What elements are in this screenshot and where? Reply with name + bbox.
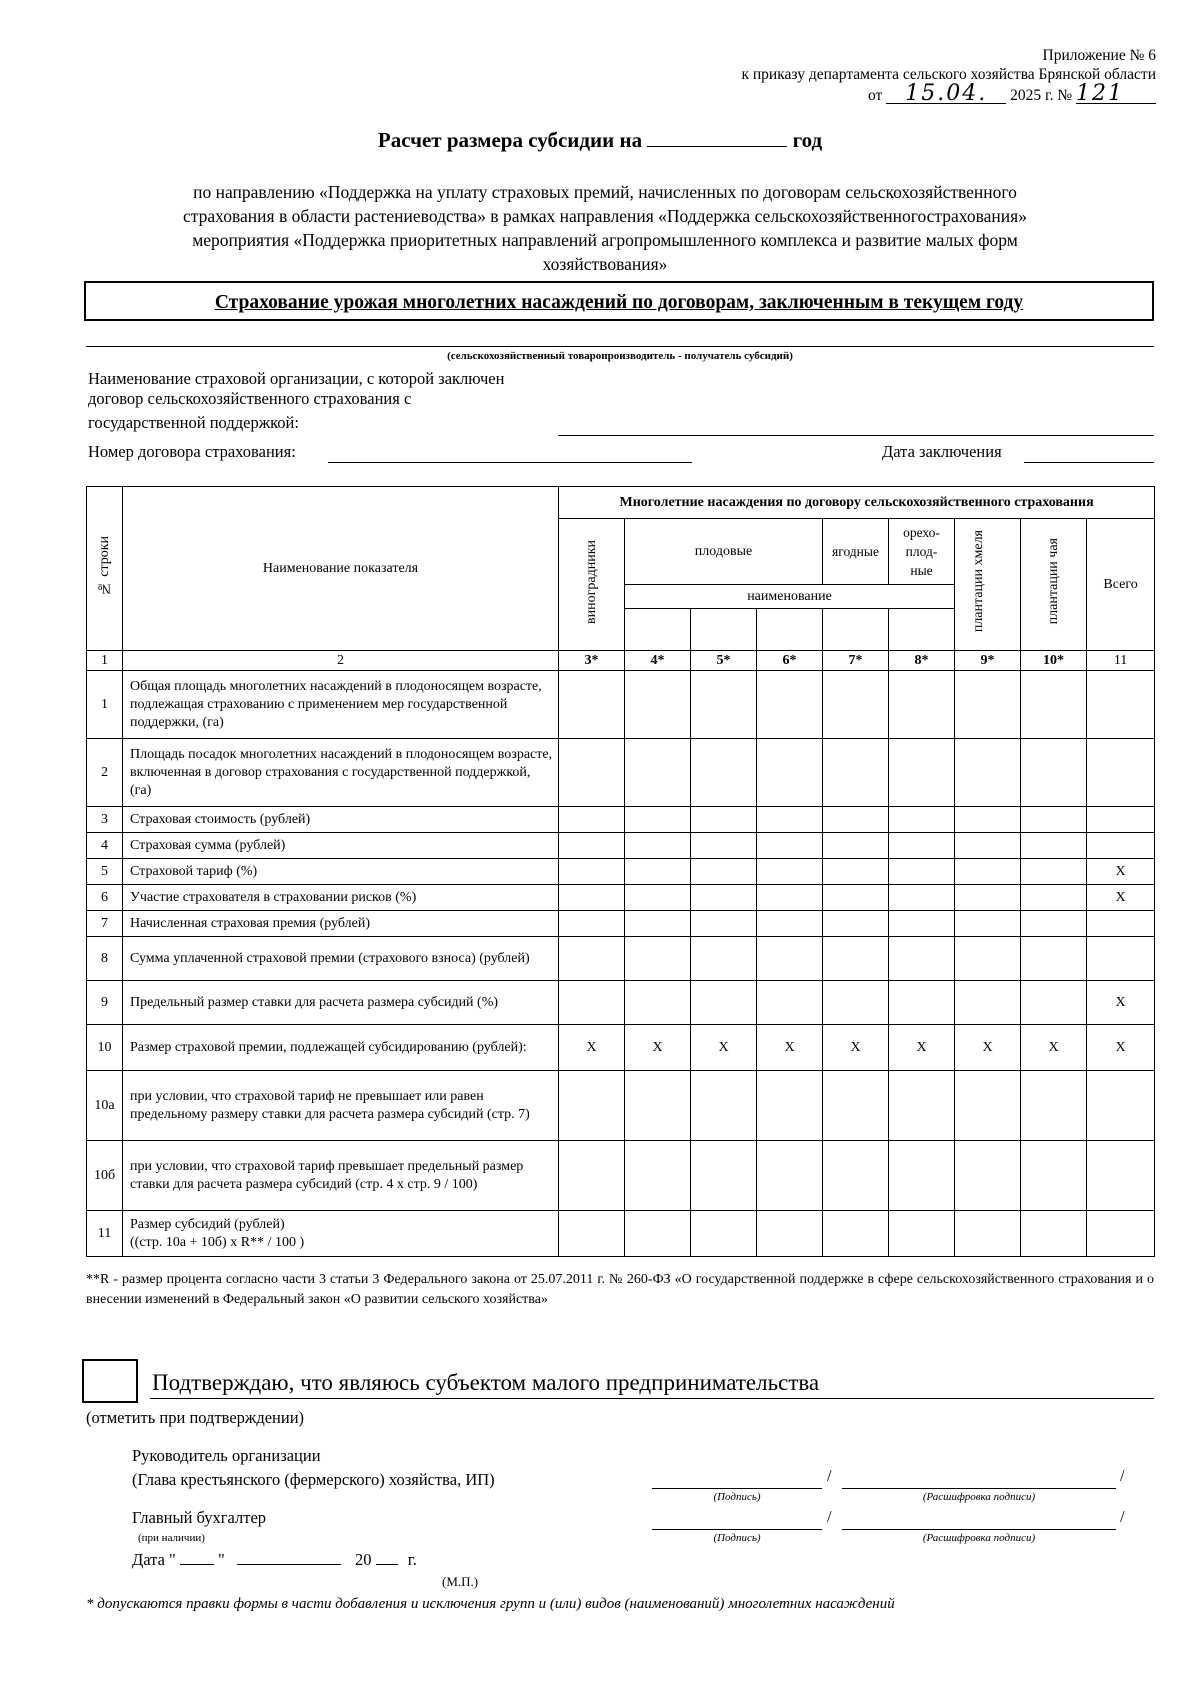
naming-cell[interactable] <box>823 609 889 651</box>
value-cell[interactable] <box>889 859 955 885</box>
appendix-from-label: от <box>868 87 883 104</box>
row-name: Предельный размер ставки для расчета размера субсидий (%) <box>123 981 559 1025</box>
row-name-line: Размер субсидий (рублей) <box>130 1216 285 1232</box>
value-cell[interactable] <box>625 807 691 833</box>
head-decoding-line[interactable] <box>842 1488 1116 1489</box>
table-row <box>87 911 1155 937</box>
producer-line[interactable] <box>86 346 1154 347</box>
value-cell: X <box>889 1025 955 1071</box>
year-suffix: г. <box>407 1550 417 1569</box>
appendix-order-line <box>741 81 1156 106</box>
value-cell[interactable] <box>691 671 757 739</box>
table-row <box>87 981 1155 1025</box>
value-cell[interactable] <box>559 885 625 911</box>
decoding-caption: (Расшифровка подписи) <box>922 1491 1036 1503</box>
value-cell[interactable] <box>625 833 691 859</box>
contract-number-label: Номер договора страхования: <box>88 442 296 461</box>
appendix-year-label: 2025 г. № <box>1010 87 1073 104</box>
value-cell[interactable] <box>757 859 823 885</box>
value-cell[interactable] <box>691 885 757 911</box>
naming-cell[interactable] <box>691 609 757 651</box>
value-cell[interactable] <box>691 1211 757 1257</box>
value-cell[interactable] <box>955 1211 1021 1257</box>
value-cell: X <box>1021 1025 1087 1071</box>
row-number: 11 <box>87 1211 123 1257</box>
section-header <box>84 281 1154 321</box>
value-cell[interactable] <box>757 739 823 807</box>
naming-cell[interactable] <box>889 609 955 651</box>
col-number: 8* <box>889 651 955 671</box>
value-cell[interactable] <box>691 937 757 981</box>
confirm-text: Подтверждаю, что являюсь субъектом малого предпринимательства <box>152 1370 820 1395</box>
value-cell[interactable] <box>955 885 1021 911</box>
insurer-label <box>88 369 504 433</box>
naming-cell[interactable] <box>625 609 691 651</box>
value-cell[interactable] <box>625 911 691 937</box>
naming-header: наименование <box>625 585 955 609</box>
value-cell[interactable] <box>757 981 823 1025</box>
subtitle <box>110 180 1100 276</box>
insurer-input-line[interactable] <box>558 435 1154 436</box>
value-cell[interactable] <box>1087 1141 1155 1211</box>
value-cell[interactable] <box>889 671 955 739</box>
subsidy-table <box>86 486 1155 1257</box>
value-cell[interactable] <box>625 1141 691 1211</box>
naming-cell[interactable] <box>757 609 823 651</box>
value-cell[interactable] <box>823 937 889 981</box>
col-number: 5* <box>691 651 757 671</box>
value-cell: X <box>1087 885 1155 911</box>
col-number: 4* <box>625 651 691 671</box>
value-cell[interactable] <box>1021 937 1087 981</box>
insurer-line1: Наименование страховой организации, с которой заключен <box>88 369 505 388</box>
value-cell[interactable] <box>757 807 823 833</box>
value-cell[interactable] <box>955 911 1021 937</box>
row-number: 5 <box>87 859 123 885</box>
value-cell[interactable] <box>823 981 889 1025</box>
value-cell[interactable] <box>691 807 757 833</box>
date-year-blank[interactable] <box>376 1550 398 1565</box>
value-cell[interactable] <box>955 671 1021 739</box>
value-cell[interactable] <box>955 833 1021 859</box>
value-cell[interactable] <box>1021 739 1087 807</box>
col-number: 11 <box>1087 651 1155 671</box>
col-number: 10* <box>1021 651 1087 671</box>
value-cell[interactable] <box>823 911 889 937</box>
appendix-line2: к приказу департамента сельского хозяйства Брянской области <box>741 66 1156 83</box>
value-cell[interactable] <box>757 1211 823 1257</box>
value-cell[interactable] <box>1021 981 1087 1025</box>
value-cell[interactable] <box>559 1211 625 1257</box>
value-cell[interactable] <box>757 885 823 911</box>
page-title <box>0 128 1200 153</box>
value-cell: X <box>1087 981 1155 1025</box>
head-line1: Руководитель организации <box>132 1446 321 1465</box>
col-number: 7* <box>823 651 889 671</box>
value-cell: X <box>1087 859 1155 885</box>
date-quote: " <box>218 1550 225 1569</box>
value-cell[interactable] <box>691 1141 757 1211</box>
contract-number-line[interactable] <box>328 462 692 463</box>
value-cell[interactable] <box>625 671 691 739</box>
row-name-line: ((стр. 10а + 10б) х R** / 100 ) <box>130 1234 305 1250</box>
value-cell[interactable] <box>757 1141 823 1211</box>
value-cell[interactable] <box>955 1071 1021 1141</box>
table-row <box>87 859 1155 885</box>
row-name: при условии, что страховой тариф не превышает или равен предельному размеру ставки для расчета размера субсидий (стр. 7) <box>123 1071 559 1141</box>
row-number: 8 <box>87 937 123 981</box>
value-cell[interactable] <box>1021 833 1087 859</box>
table-row <box>87 833 1155 859</box>
decoding-caption: (Расшифровка подписи) <box>922 1532 1036 1544</box>
value-cell[interactable] <box>1021 885 1087 911</box>
footnote-r: **R - размер процента согласно части 3 статьи 3 Федерального закона от 25.07.2011 г. № 260-ФЗ «О государственной поддержке в сфере сельскохозяйственного страхования и о внесении изменений в Федеральный закон «О развитии сельского хозяйства» <box>86 1272 1154 1307</box>
value-cell[interactable] <box>559 807 625 833</box>
slash: / <box>1120 1466 1125 1485</box>
insurer-line3: государственной поддержкой: <box>88 413 299 432</box>
row-name: Страховой тариф (%) <box>123 859 559 885</box>
head-label <box>132 1446 495 1490</box>
row-name: Страховая стоимость (рублей) <box>123 807 559 833</box>
value-cell[interactable] <box>1021 671 1087 739</box>
appendix-date-handwritten: 15.04. <box>886 84 1006 104</box>
value-cell[interactable] <box>559 671 625 739</box>
value-cell[interactable] <box>1021 859 1087 885</box>
value-cell[interactable] <box>889 739 955 807</box>
row-number: 10 <box>87 1025 123 1071</box>
value-cell[interactable] <box>757 937 823 981</box>
value-cell[interactable] <box>955 859 1021 885</box>
head-signature-line[interactable] <box>652 1488 822 1489</box>
value-cell[interactable] <box>1087 671 1155 739</box>
value-cell[interactable] <box>823 1211 889 1257</box>
appendix-block <box>741 46 1156 105</box>
value-cell: X <box>691 1025 757 1071</box>
row-name <box>123 1211 559 1257</box>
row-name: Начисленная страховая премия (рублей) <box>123 911 559 937</box>
value-cell[interactable] <box>757 911 823 937</box>
col-vineyards: виноградники <box>559 519 625 651</box>
value-cell[interactable] <box>757 833 823 859</box>
row-number: 2 <box>87 739 123 807</box>
col-tea: плантации чая <box>1021 519 1087 651</box>
row-number: 6 <box>87 885 123 911</box>
col-fruit: плодовые <box>625 519 823 585</box>
value-cell[interactable] <box>1087 833 1155 859</box>
slash: / <box>827 1466 832 1485</box>
accountant-decoding-line[interactable] <box>842 1529 1116 1530</box>
confirm-underline <box>150 1398 1154 1399</box>
value-cell[interactable] <box>1021 911 1087 937</box>
value-cell[interactable] <box>691 981 757 1025</box>
row-number: 3 <box>87 807 123 833</box>
value-cell[interactable] <box>823 833 889 859</box>
value-cell[interactable] <box>1087 1071 1155 1141</box>
value-cell[interactable] <box>625 859 691 885</box>
row-number: 10б <box>87 1141 123 1211</box>
accountant-signature-line[interactable] <box>652 1529 822 1530</box>
value-cell[interactable] <box>889 885 955 911</box>
table-row <box>87 937 1155 981</box>
value-cell[interactable] <box>625 937 691 981</box>
col-number: 3* <box>559 651 625 671</box>
slash: / <box>827 1507 832 1526</box>
value-cell[interactable] <box>1087 937 1155 981</box>
col-number: 9* <box>955 651 1021 671</box>
value-cell[interactable] <box>823 885 889 911</box>
col-number: 6* <box>757 651 823 671</box>
value-cell[interactable] <box>757 671 823 739</box>
row-name: Участие страхователя в страховании рисков (%) <box>123 885 559 911</box>
value-cell[interactable] <box>559 833 625 859</box>
value-cell[interactable] <box>559 859 625 885</box>
row-name: Сумма уплаченной страховой премии (страхового взноса) (рублей) <box>123 937 559 981</box>
subtitle-line3: мероприятия «Поддержка приоритетных направлений агропромышленного комплекса и развитие малых форм <box>192 230 1018 250</box>
appendix-line1: Приложение № 6 <box>1042 47 1156 64</box>
table-row <box>87 739 1155 807</box>
value-cell[interactable] <box>823 1141 889 1211</box>
value-cell[interactable] <box>889 937 955 981</box>
value-cell[interactable] <box>1087 911 1155 937</box>
value-cell[interactable] <box>625 1071 691 1141</box>
row-name: Площадь посадок многолетних насаждений в плодоносящем возрасте, включенная в договор страхования с государственной поддержкой, (га) <box>123 739 559 807</box>
small-business-checkbox[interactable] <box>82 1359 138 1403</box>
value-cell[interactable] <box>823 671 889 739</box>
value-cell[interactable] <box>823 859 889 885</box>
producer-caption: (сельскохозяйственный товаропроизводитель - получатель субсидий) <box>447 350 793 362</box>
value-cell: X <box>757 1025 823 1071</box>
value-cell[interactable] <box>1087 807 1155 833</box>
year-blank[interactable] <box>647 128 787 147</box>
row-number: 4 <box>87 833 123 859</box>
appendix-number-handwritten: 121 <box>1076 84 1156 104</box>
title-prefix: Расчет размера субсидии на <box>377 128 643 152</box>
value-cell[interactable] <box>955 807 1021 833</box>
table-row <box>87 1211 1155 1257</box>
value-cell[interactable] <box>889 1071 955 1141</box>
row-name: Общая площадь многолетних насаждений в плодоносящем возрасте, подлежащая страхованию с применением мер государственной поддержки, (га) <box>123 671 559 739</box>
if-any-note: (при наличии) <box>138 1532 205 1544</box>
value-cell: X <box>559 1025 625 1071</box>
title-suffix: год <box>792 128 823 152</box>
value-cell[interactable] <box>691 833 757 859</box>
value-cell[interactable] <box>559 911 625 937</box>
row-number: 10а <box>87 1071 123 1141</box>
col-total: Всего <box>1087 519 1155 651</box>
seal-label: (М.П.) <box>442 1574 479 1589</box>
value-cell[interactable] <box>889 1211 955 1257</box>
date-row <box>132 1550 417 1570</box>
value-cell[interactable] <box>559 937 625 981</box>
value-cell[interactable] <box>889 1141 955 1211</box>
footnote-star: * допускаются правки формы в части добавления и исключения групп и (или) видов (наименований) многолетних насаждений <box>86 1596 895 1612</box>
value-cell[interactable] <box>823 1071 889 1141</box>
col-name: Наименование показателя <box>123 487 559 651</box>
date-month-blank[interactable] <box>237 1550 341 1565</box>
value-cell[interactable] <box>559 1141 625 1211</box>
value-cell[interactable] <box>757 1071 823 1141</box>
table-row <box>87 671 1155 739</box>
col-number: 2 <box>123 651 559 671</box>
date-day-blank[interactable] <box>180 1550 214 1565</box>
row-number: 9 <box>87 981 123 1025</box>
value-cell[interactable] <box>823 739 889 807</box>
value-cell[interactable] <box>625 1211 691 1257</box>
value-cell: X <box>625 1025 691 1071</box>
value-cell[interactable] <box>691 1071 757 1141</box>
header-row-1 <box>87 487 1155 519</box>
value-cell[interactable] <box>559 739 625 807</box>
accountant-label: Главный бухгалтер <box>132 1508 267 1527</box>
value-cell[interactable] <box>1087 739 1155 807</box>
value-cell[interactable] <box>955 739 1021 807</box>
value-cell[interactable] <box>625 739 691 807</box>
value-cell[interactable] <box>559 1071 625 1141</box>
slash: / <box>1120 1507 1125 1526</box>
value-cell[interactable] <box>955 981 1021 1025</box>
value-cell[interactable] <box>889 911 955 937</box>
value-cell[interactable] <box>889 833 955 859</box>
year-prefix: 20 <box>355 1550 372 1569</box>
row-name: Страховая сумма (рублей) <box>123 833 559 859</box>
row-number: 1 <box>87 671 123 739</box>
col-row-no: № строки <box>87 487 123 651</box>
value-cell[interactable] <box>889 981 955 1025</box>
value-cell[interactable] <box>889 807 955 833</box>
col-berry: ягодные <box>823 519 889 585</box>
insurer-line2: договор сельскохозяйственного страхования с <box>88 389 412 408</box>
value-cell[interactable] <box>955 937 1021 981</box>
col-nut: орехо- плод- ные <box>889 519 955 585</box>
subtitle-line2: страхования в области растениеводства» в рамках направления «Поддержка сельскохозяйственногострахования» <box>183 206 1027 226</box>
head-line2: (Глава крестьянского (фермерского) хозяйства, ИП) <box>132 1470 495 1489</box>
table-row <box>87 807 1155 833</box>
col-number-row <box>87 651 1155 671</box>
subtitle-line4: хозяйствования» <box>542 254 668 274</box>
value-cell[interactable] <box>691 859 757 885</box>
value-cell[interactable] <box>625 885 691 911</box>
subtitle-line1: по направлению «Поддержка на уплату страховых премий, начисленных по договорам сельскохозяйственного <box>193 182 1017 202</box>
value-cell: X <box>1087 1025 1155 1071</box>
signature-caption: (Подпись) <box>713 1532 761 1544</box>
value-cell[interactable] <box>1021 1071 1087 1141</box>
table-row <box>87 1025 1155 1071</box>
row-number: 7 <box>87 911 123 937</box>
date-label: Дата " <box>132 1550 176 1569</box>
value-cell[interactable] <box>955 1141 1021 1211</box>
table-row <box>87 1141 1155 1211</box>
value-cell[interactable] <box>625 981 691 1025</box>
confirm-note: (отметить при подтверждении) <box>86 1408 305 1427</box>
signature-caption: (Подпись) <box>713 1491 761 1503</box>
contract-date-line[interactable] <box>1024 462 1154 463</box>
section-header-text: Страхование урожая многолетних насаждений по договорам, заключенным в текущем году <box>214 292 1024 313</box>
table-row <box>87 885 1155 911</box>
value-cell: X <box>955 1025 1021 1071</box>
table-row <box>87 1071 1155 1141</box>
value-cell[interactable] <box>559 981 625 1025</box>
col-hops: плантации хмеля <box>955 519 1021 651</box>
value-cell[interactable] <box>1021 1211 1087 1257</box>
value-cell[interactable] <box>1021 807 1087 833</box>
value-cell[interactable] <box>1021 1141 1087 1211</box>
value-cell[interactable] <box>823 807 889 833</box>
row-name: при условии, что страховой тариф превышает предельный размер ставки для расчета размера субсидий (стр. 4 х стр. 9 / 100) <box>123 1141 559 1211</box>
row-name: Размер страховой премии, подлежащей субсидированию (рублей): <box>123 1025 559 1071</box>
value-cell[interactable] <box>1087 1211 1155 1257</box>
contract-date-label: Дата заключения <box>882 442 1002 461</box>
group-header: Многолетние насаждения по договору сельскохозяйственного страхования <box>559 487 1155 519</box>
value-cell[interactable] <box>691 739 757 807</box>
value-cell: X <box>823 1025 889 1071</box>
value-cell[interactable] <box>691 911 757 937</box>
col-number: 1 <box>87 651 123 671</box>
